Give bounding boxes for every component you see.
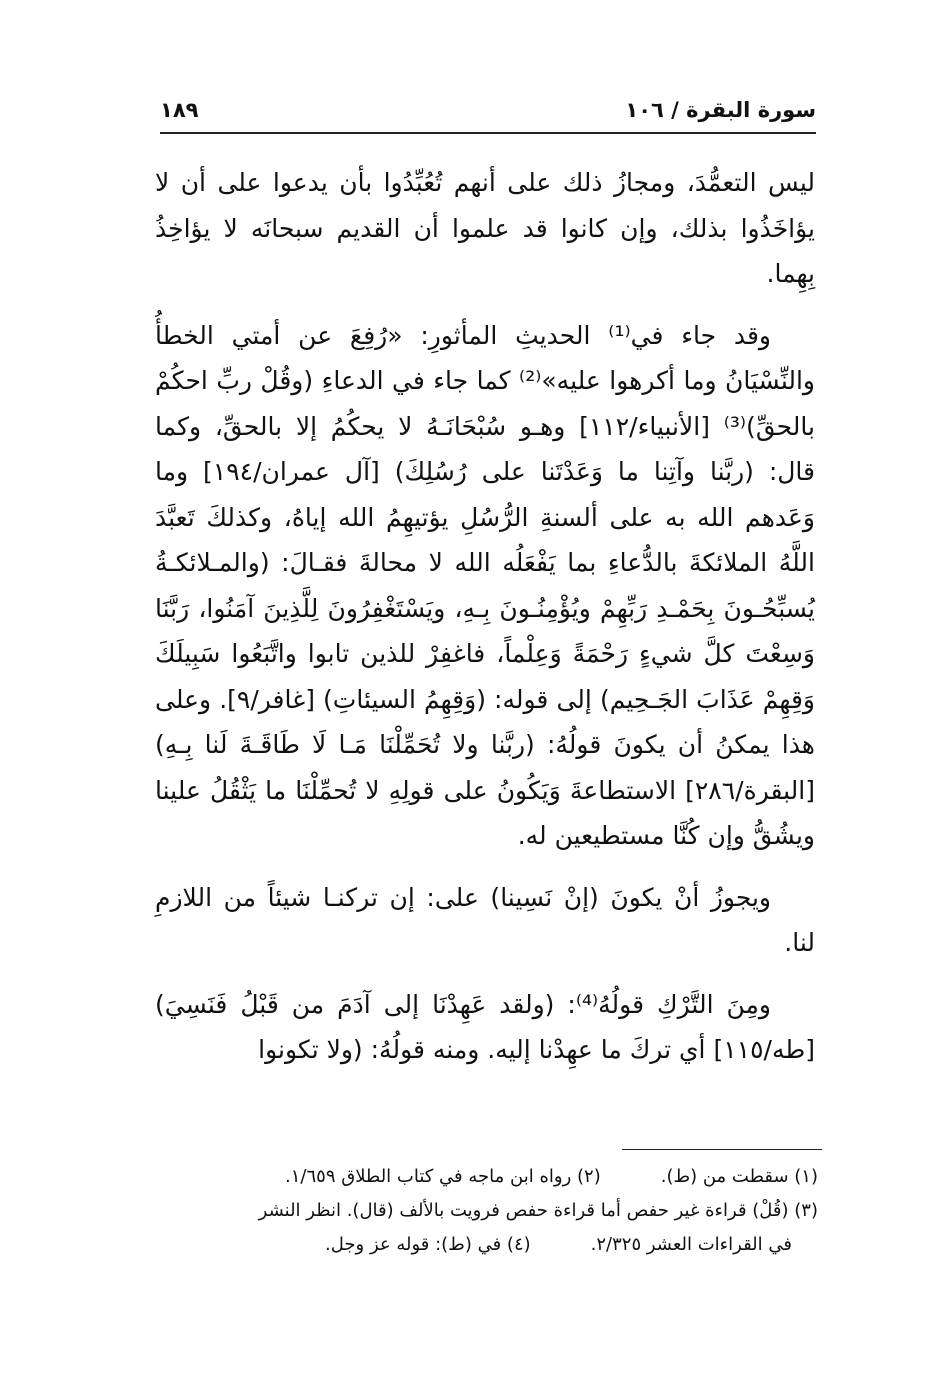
footnote-3-continued: في القراءات العشر ٢/٣٢٥. (590, 1234, 792, 1255)
footnote-4: (٤) في (ط): قوله عز وجل. (325, 1234, 531, 1255)
footnote-row (150, 1228, 818, 1262)
paragraph: وقد جاء في⁽¹⁾ الحديثِ المأثورِ: «رُفِعَ عن أمتي الخطأُ والنِّسْيَانُ وما أكرهوا عليه»⁽²⁾ كما جاء في الدعاءِ (وقُلْ ربِّ احكُمْ بالحقِّ)⁽³⁾ [الأنبياء/١١٢] وهـو سُبْحَانَـهُ لا يحكُمُ إلا بالحقِّ، وكما قال: (ربَّنا وآتِنا ما وَعَدْتَنا على رُسُلِكَ) [آل عمران/١٩٤] وما وَعَدهم الله به على ألسنةِ الرُّسُلِ يؤتيهِمُ الله إياهُ، وكذلكَ تَعبَّدَ اللَّهُ الملائكةَ بالدُّعاءِ بما يَفْعَلُه الله لا محالةَ فقـالَ: (والمـلائكـةُ يُسبِّحُـونَ بِحَمْـدِ رَبِّهِمْ ويُؤْمِنُـونَ بِـهِ، ويَسْتَغْفِرُونَ لِلَّذِينَ آمَنُوا، رَبَّنَا وَسِعْتَ كلَّ شيءٍ رَحْمَةً وَعِلْماً، فاغفِرْ للذين تابوا واتَّبَعُوا سَبِيلَكَ وَقِهِمْ عَذَابَ الجَـحِيم) إلى قوله: (وَقِهِمُ السيئاتِ) [غافر/٩]. وعلى هذا يمكنُ أن يكونَ قولُهُ: (ربَّنا ولا تُحَمِّلْنَا مَـا لَا طَاقَـةَ لَنا بِـهِ) [البقرة/٢٨٦] الاستطاعةَ وَيَكُونُ على قولِهِ لا تُحمِّلْنَا ما يَثْقُلُ علينا ويشُقُّ وإن كُنَّا مستطيعين له. (155, 320, 816, 850)
footnote-1: (١) سقطت من (ط). (660, 1166, 818, 1187)
footnote-3: (٣) (قُلْ) قراءة غير حفص أما قراءة حفص فرويت بالألف (قال). انظر النشر (258, 1200, 818, 1221)
paragraph: ويجوزُ أنْ يكونَ (إنْ نَسِينا) على: إن تركنـا شيئاً من اللازمِ لنا. (155, 882, 815, 957)
running-title: سورة البقرة / ١٠٦ (625, 98, 816, 122)
running-header (160, 98, 816, 136)
footnote-row (150, 1160, 818, 1194)
page-number: ١٨٩ (160, 98, 199, 122)
header-divider (160, 132, 816, 134)
main-text (155, 160, 815, 1089)
paragraph: ليس التعمُّدَ، ومجازُ ذلك على أنهم تُعُبِّدُوا بأن يدعوا على أن لا يؤاخَذُوا بذلك، وإن كانوا قد علموا أن القديم سبحانَه لا يؤاخِذُ بِهِما. (155, 168, 815, 288)
footnote-divider (622, 1149, 822, 1150)
footnote-2: (٢) رواه ابن ماجه في كتاب الطلاق ١/٦٥٩. (285, 1166, 601, 1187)
paragraph: ومِنَ التَّرْكِ قولُهُ⁽⁴⁾: (ولقد عَهِدْنَا إلى آدَمَ من قَبْلُ فَنَسِيَ) [طه/١١٥] أي تركَ ما عهِدْنا إليه. ومنه قولُهُ: (ولا تكونوا (155, 989, 815, 1064)
footnotes (150, 1160, 818, 1262)
